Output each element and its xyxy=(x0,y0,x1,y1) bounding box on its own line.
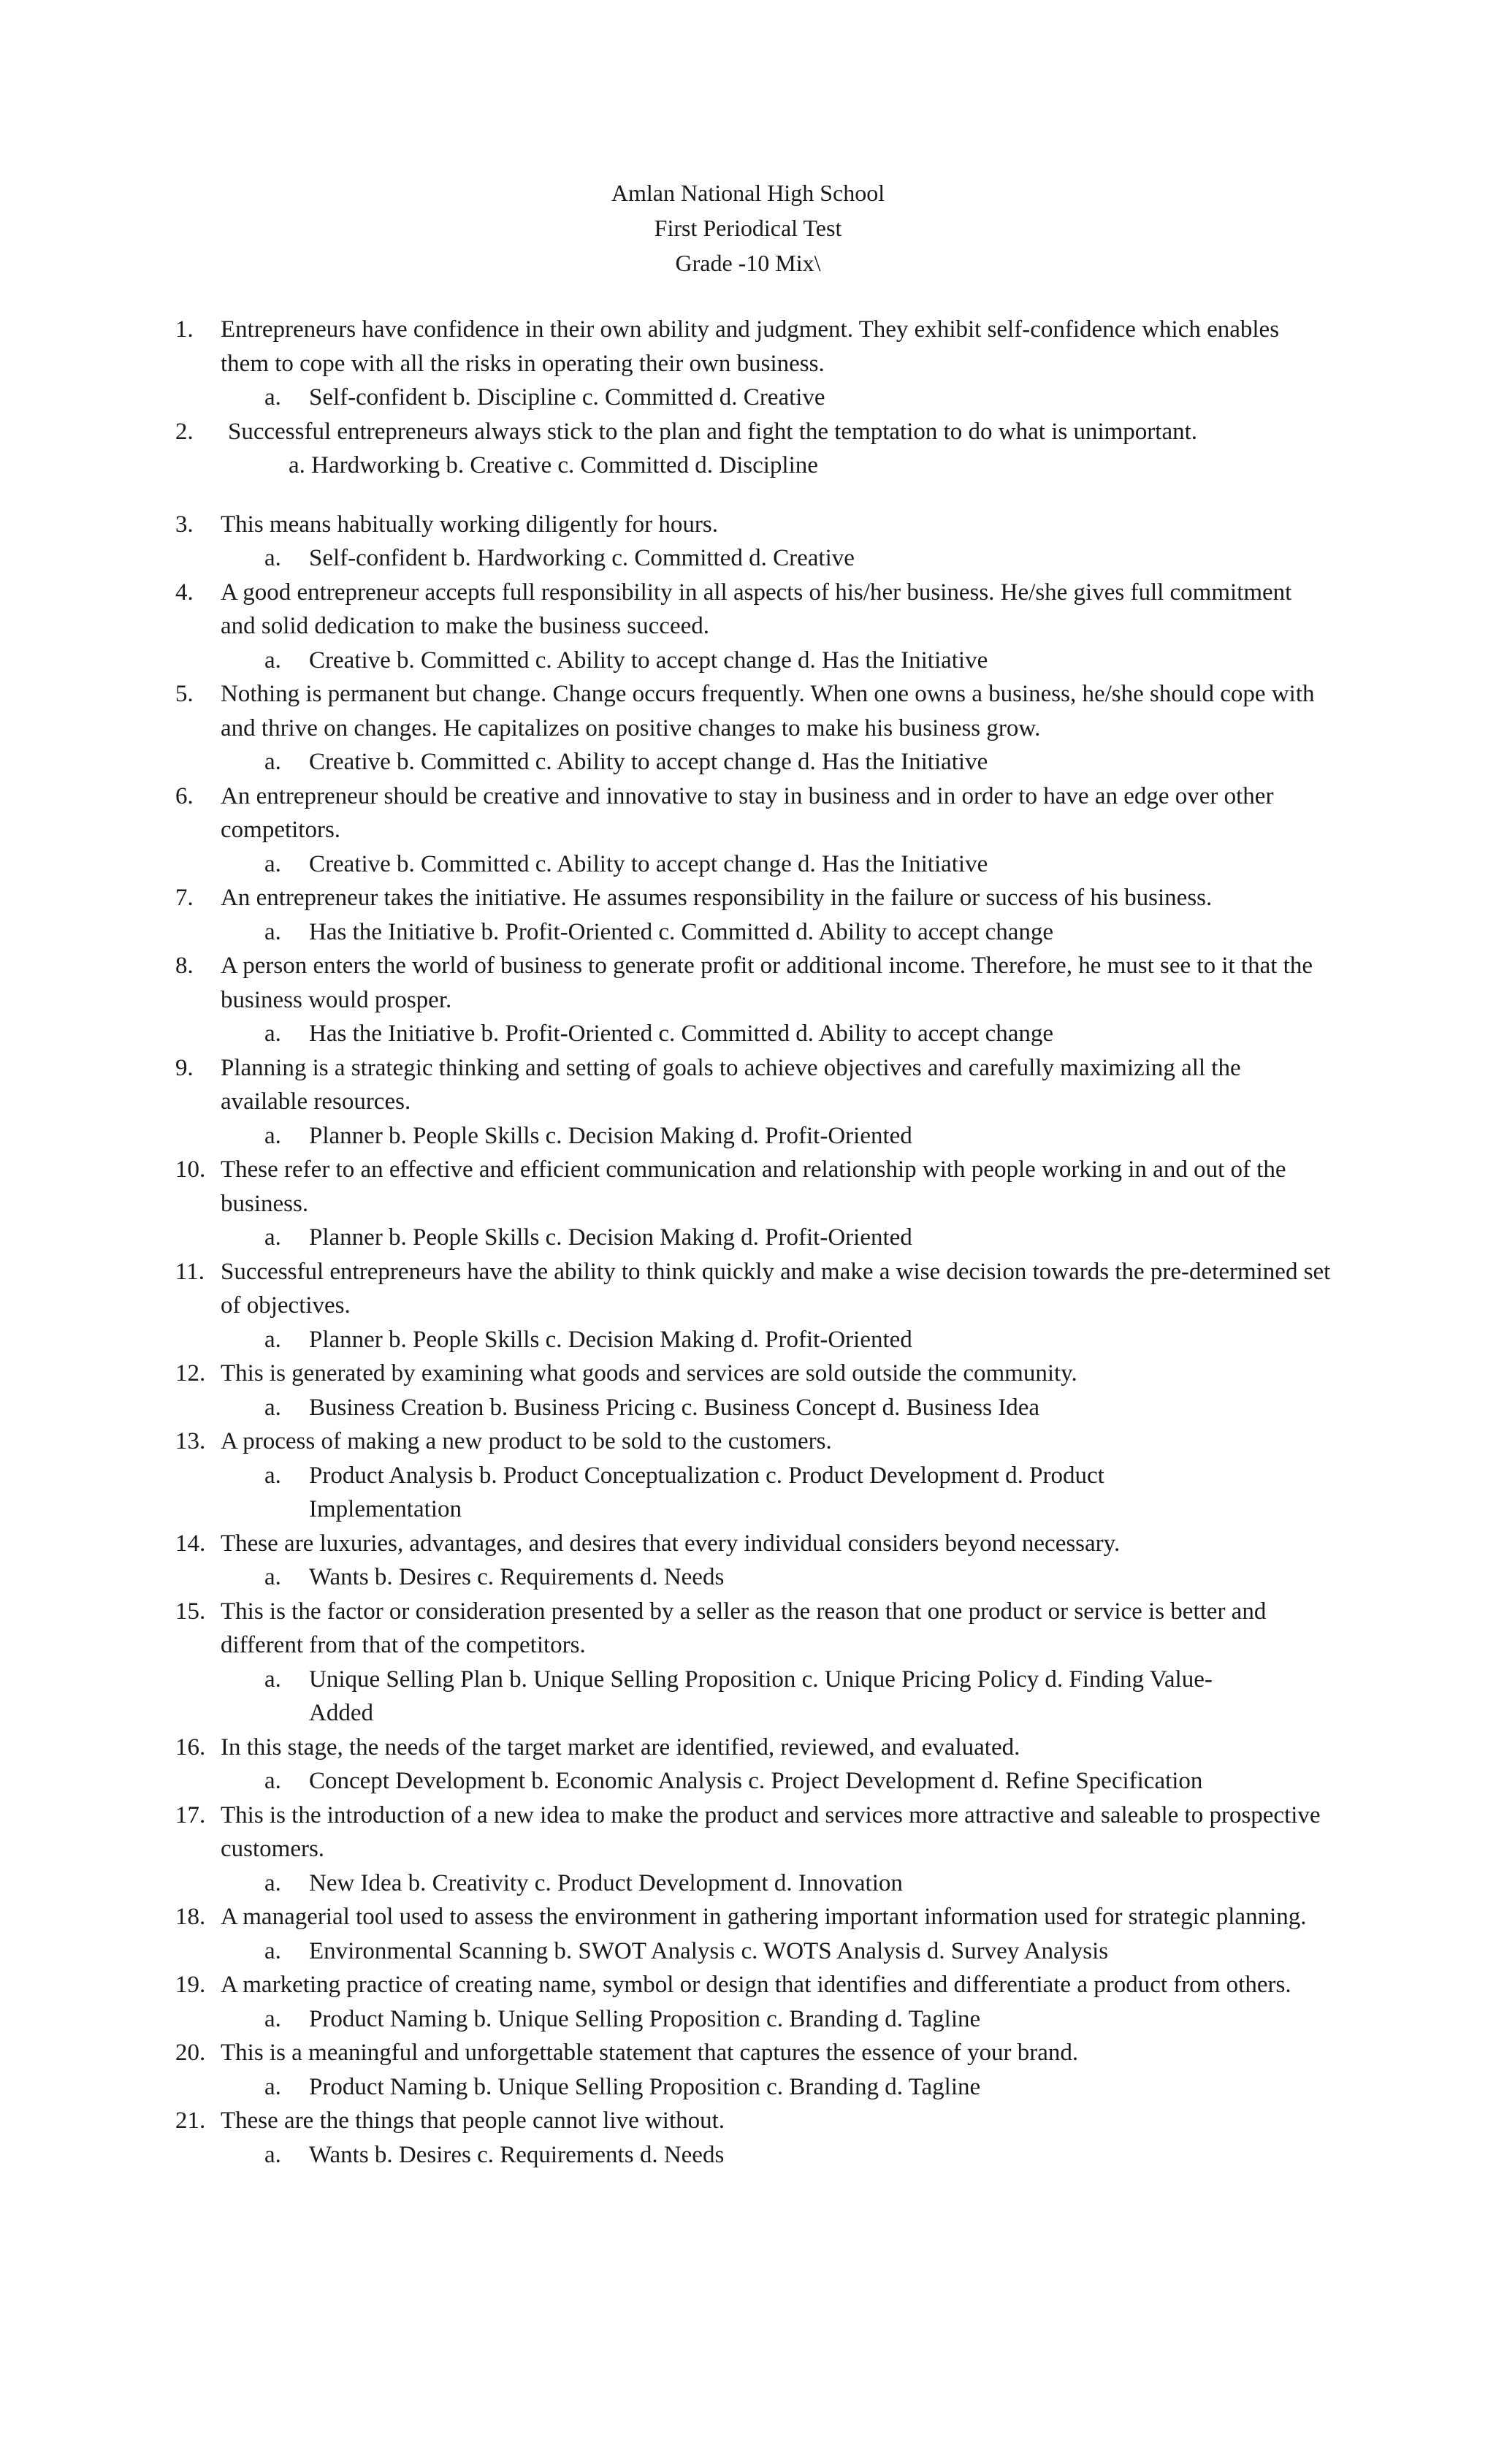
choice-options: Has the Initiative b. Profit-Oriented c. Committed d. Ability to accept change xyxy=(309,1021,1054,1047)
question-item xyxy=(0,677,1496,779)
choice-letter: a. xyxy=(264,1666,281,1693)
answer-choices xyxy=(0,1221,1496,1255)
choice-options: Product Naming b. Unique Selling Proposition c. Branding d. Tagline xyxy=(309,2073,981,2100)
question-text: A marketing practice of creating name, symbol or design that identifies and differentiate a product from others. xyxy=(221,1972,1291,1998)
question-text: A managerial tool used to assess the environment in gathering important information used for strategic planning. xyxy=(221,1904,1307,1930)
question-text: A process of making a new product to be sold to the customers. xyxy=(221,1428,832,1454)
question-text: Planning is a strategic thinking and setting of goals to achieve objectives and carefully maximizing all the available resources. xyxy=(221,1054,1241,1115)
answer-choices xyxy=(0,644,1496,678)
question-number: 7. xyxy=(175,885,194,911)
question-text: An entrepreneur takes the initiative. He assumes responsibility in the failure or success of his business. xyxy=(221,885,1213,911)
answer-choices xyxy=(0,1391,1496,1425)
answer-choices xyxy=(0,1017,1496,1051)
answer-choices xyxy=(0,1663,1496,1731)
choice-letter: a. xyxy=(264,1937,281,1964)
question-text: These are luxuries, advantages, and desires that every individual considers beyond necessary. xyxy=(221,1530,1121,1557)
answer-choices xyxy=(0,2138,1496,2173)
question-text: An entrepreneur should be creative and innovative to stay in business and in order to have an edge over other competitors. xyxy=(221,782,1274,843)
question-number: 11. xyxy=(175,1258,205,1285)
question-item xyxy=(0,949,1496,1051)
choice-options: New Idea b. Creativity c. Product Development d. Innovation xyxy=(309,1869,903,1896)
question-text: Entrepreneurs have confidence in their own ability and judgment. They exhibit self-confidence which enables them to cope with all the risks in operating their own business. xyxy=(221,316,1280,377)
question-text: Successful entrepreneurs have the ability to think quickly and make a wise decision towards the pre-determined set of objectives. xyxy=(221,1258,1331,1319)
question-item xyxy=(0,1255,1496,1357)
question-item xyxy=(0,2036,1496,2104)
question-item xyxy=(0,881,1496,949)
choice-options: Planner b. People Skills c. Decision Making d. Profit-Oriented xyxy=(309,1326,912,1353)
question-item xyxy=(0,1968,1496,2036)
question-item xyxy=(0,1051,1496,1153)
choice-letter: a. xyxy=(264,2073,281,2100)
choice-options: Wants b. Desires c. Requirements d. Needs xyxy=(309,2141,725,2168)
grade-label: Grade -10 Mix\ xyxy=(675,250,821,276)
question-number: 3. xyxy=(175,511,194,538)
answer-choices xyxy=(0,541,1496,576)
answer-choices xyxy=(0,915,1496,950)
answer-choices xyxy=(0,2070,1496,2105)
question-number: 16. xyxy=(175,1733,206,1761)
choice-letter: a. xyxy=(264,2141,281,2168)
question-text: A person enters the world of business to generate profit or additional income. Therefore, he must see to it that the business would prosper. xyxy=(221,953,1313,1013)
question-number: 10. xyxy=(175,1156,206,1183)
choice-letter: a. xyxy=(264,1224,281,1251)
choice-options: Environmental Scanning b. SWOT Analysis c. WOTS Analysis d. Survey Analysis xyxy=(309,1937,1109,1964)
question-text: These refer to an effective and efficient communication and relationship with people working in and out of the business. xyxy=(221,1156,1286,1217)
question-item xyxy=(0,1527,1496,1595)
question-number: 4. xyxy=(175,579,194,606)
test-title: First Periodical Test xyxy=(654,215,842,241)
question-number: 8. xyxy=(175,953,194,979)
question-item xyxy=(0,1595,1496,1731)
question-text: This is the introduction of a new idea to make the product and services more attractive and saleable to prospective customers. xyxy=(221,1801,1321,1862)
question-number: 20. xyxy=(175,2040,206,2066)
answer-choices xyxy=(0,2002,1496,2037)
answer-choices xyxy=(0,1934,1496,1969)
choice-letter: a. xyxy=(264,1869,281,1896)
choice-options: Creative b. Committed c. Ability to accept change d. Has the Initiative xyxy=(309,646,988,674)
choice-letter: a. xyxy=(264,1122,281,1149)
question-text: This means habitually working diligently for hours. xyxy=(221,511,718,538)
choice-options: Product Naming b. Unique Selling Proposition c. Branding d. Tagline xyxy=(309,2005,981,2032)
question-text: A good entrepreneur accepts full responsibility in all aspects of his/her business. He/she gives full commitment and solid dedication to make the business succeed. xyxy=(221,579,1292,639)
choice-letter: a. xyxy=(264,384,281,411)
choice-options: a. Hardworking b. Creative c. Committed d. Discipline xyxy=(289,452,818,478)
question-item xyxy=(0,779,1496,882)
choice-letter: a. xyxy=(264,1462,281,1489)
question-text: These are the things that people cannot live without. xyxy=(221,2108,725,2134)
question-number: 5. xyxy=(175,681,194,707)
choice-options: Unique Selling Plan b. Unique Selling Proposition c. Unique Pricing Policy d. Finding Value-Added xyxy=(309,1666,1213,1726)
question-number: 9. xyxy=(175,1054,194,1081)
question-item xyxy=(0,2104,1496,2172)
choice-letter: a. xyxy=(264,749,281,775)
question-item xyxy=(0,1357,1496,1424)
question-item xyxy=(0,508,1496,576)
choice-letter: a. xyxy=(264,1564,281,1590)
choice-options: Has the Initiative b. Profit-Oriented c. Committed d. Ability to accept change xyxy=(309,918,1054,945)
answer-choices xyxy=(0,1459,1496,1527)
choice-letter: a. xyxy=(264,646,281,674)
question-text: Successful entrepreneurs always stick to the plan and fight the temptation to do what is unimportant. xyxy=(228,418,1198,445)
question-list xyxy=(0,313,1496,2172)
answer-choices xyxy=(0,449,1496,483)
question-number: 2. xyxy=(175,418,194,445)
choice-options: Product Analysis b. Product Conceptualization c. Product Development d. Product Implementation xyxy=(309,1462,1104,1522)
question-item xyxy=(0,1153,1496,1255)
choice-options: Planner b. People Skills c. Decision Making d. Profit-Oriented xyxy=(309,1122,912,1149)
document-header xyxy=(0,175,1496,281)
choice-options: Wants b. Desires c. Requirements d. Needs xyxy=(309,1564,725,1590)
question-text: Nothing is permanent but change. Change occurs frequently. When one owns a business, he/she should cope with and thrive on changes. He capitalizes on positive changes to make his business grow. xyxy=(221,681,1315,741)
choice-letter: a. xyxy=(264,2005,281,2032)
question-number: 15. xyxy=(175,1598,206,1625)
choice-options: Creative b. Committed c. Ability to accept change d. Has the Initiative xyxy=(309,850,988,877)
choice-letter: a. xyxy=(264,918,281,945)
answer-choices xyxy=(0,381,1496,415)
answer-choices xyxy=(0,847,1496,882)
question-number: 6. xyxy=(175,782,194,809)
choice-options: Concept Development b. Economic Analysis c. Project Development d. Refine Specification xyxy=(309,1768,1203,1794)
question-item xyxy=(0,1731,1496,1799)
choice-options: Business Creation b. Business Pricing c. Business Concept d. Business Idea xyxy=(309,1394,1040,1421)
question-text: In this stage, the needs of the target market are identified, reviewed, and evaluated. xyxy=(221,1733,1020,1761)
spacer xyxy=(0,483,1496,508)
answer-choices xyxy=(0,745,1496,779)
question-item xyxy=(0,1900,1496,1968)
question-text: This is a meaningful and unforgettable statement that captures the essence of your brand. xyxy=(221,2040,1079,2066)
question-item xyxy=(0,1424,1496,1527)
answer-choices xyxy=(0,1560,1496,1595)
answer-choices xyxy=(0,1866,1496,1901)
choice-options: Planner b. People Skills c. Decision Making d. Profit-Oriented xyxy=(309,1224,912,1251)
question-item xyxy=(0,313,1496,415)
question-number: 18. xyxy=(175,1904,206,1930)
question-number: 12. xyxy=(175,1360,206,1387)
question-number: 21. xyxy=(175,2108,206,2134)
choice-letter: a. xyxy=(264,1394,281,1421)
choice-options: Creative b. Committed c. Ability to accept change d. Has the Initiative xyxy=(309,749,988,775)
question-text: This is generated by examining what goods and services are sold outside the community. xyxy=(221,1360,1077,1387)
question-item xyxy=(0,1799,1496,1901)
question-number: 14. xyxy=(175,1530,206,1557)
question-text: This is the factor or consideration presented by a seller as the reason that one product or service is better and different from that of the competitors. xyxy=(221,1598,1267,1658)
question-number: 19. xyxy=(175,1972,206,1998)
choice-letter: a. xyxy=(264,1326,281,1353)
question-number: 13. xyxy=(175,1428,206,1454)
school-name: Amlan National High School xyxy=(611,180,885,206)
answer-choices xyxy=(0,1323,1496,1357)
choice-letter: a. xyxy=(264,1768,281,1794)
choice-letter: a. xyxy=(264,545,281,571)
choice-letter: a. xyxy=(264,1021,281,1047)
question-item xyxy=(0,576,1496,678)
question-item xyxy=(0,415,1496,483)
answer-choices xyxy=(0,1764,1496,1799)
question-number: 17. xyxy=(175,1801,206,1828)
choice-options: Self-confident b. Hardworking c. Committed d. Creative xyxy=(309,545,855,571)
choice-options: Self-confident b. Discipline c. Committed d. Creative xyxy=(309,384,825,411)
answer-choices xyxy=(0,1119,1496,1153)
choice-letter: a. xyxy=(264,850,281,877)
question-number: 1. xyxy=(175,316,194,343)
